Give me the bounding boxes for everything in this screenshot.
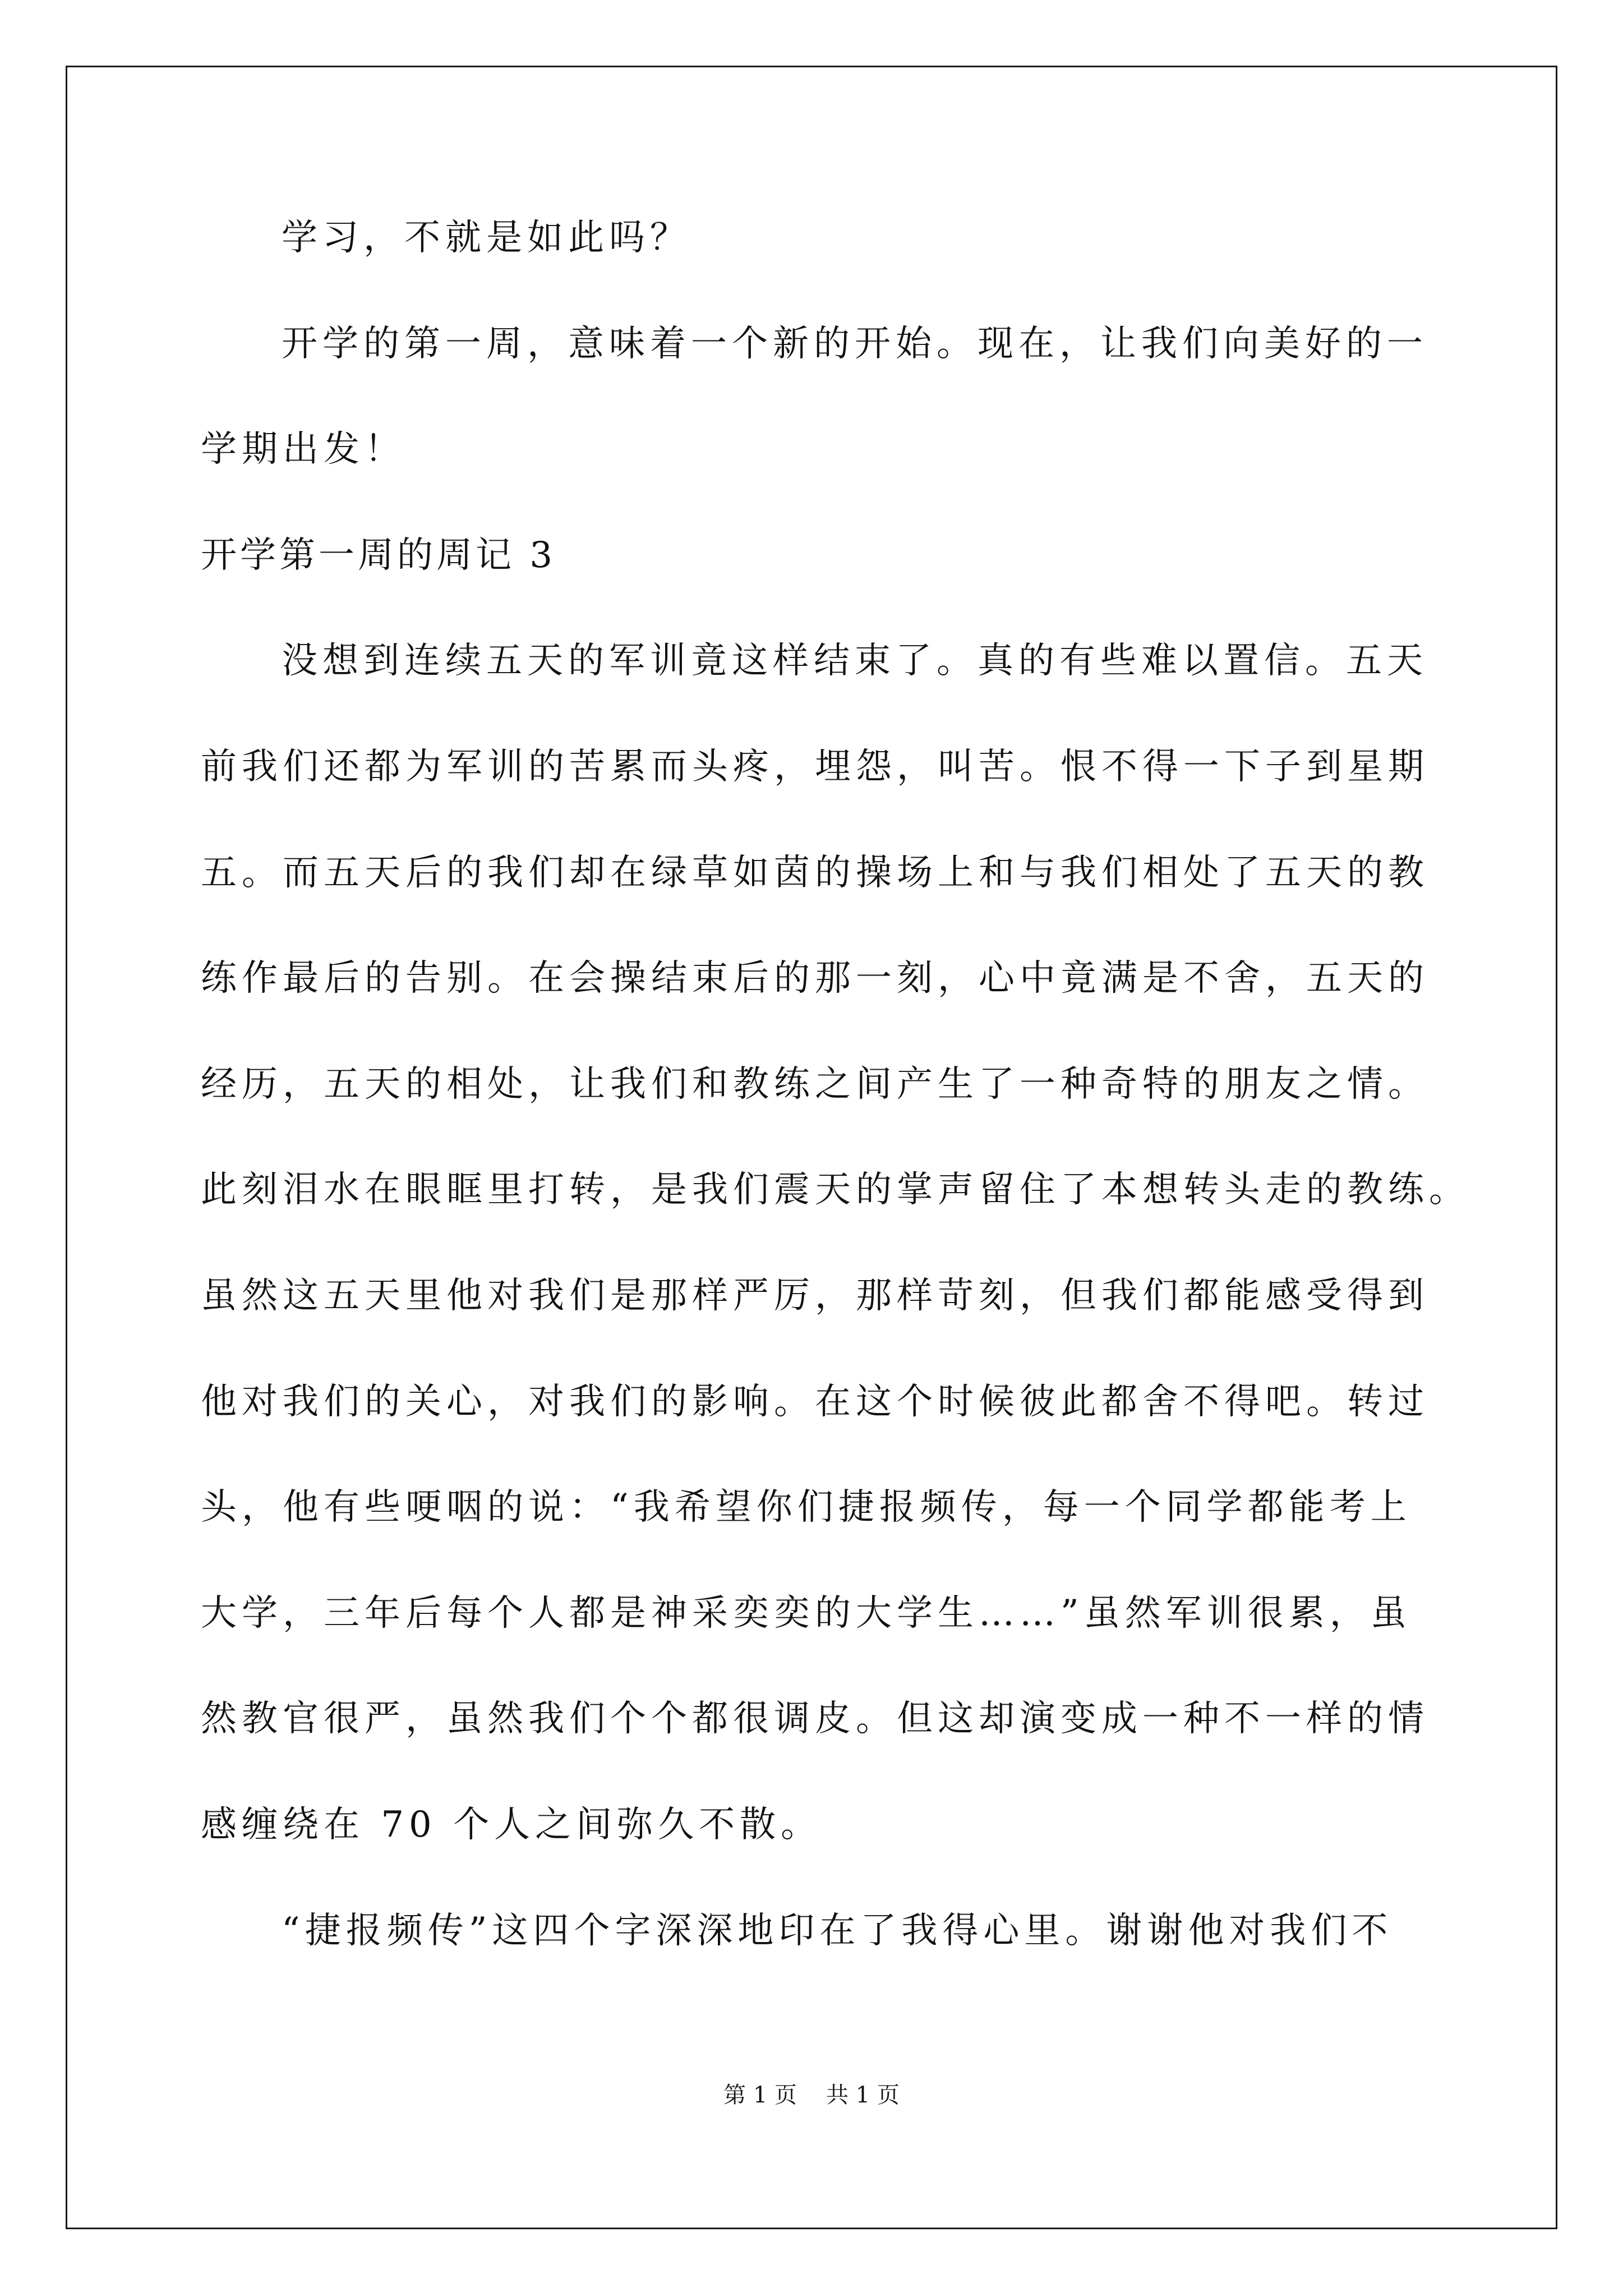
document-body	[201, 217, 1470, 2018]
text-line: 此刻泪水在眼眶里打转，是我们震天的掌声留住了本想转头走的教练。	[201, 1169, 1470, 1211]
text-line: 开学的第一周，意味着一个新的开始。现在，让我们向美好的一	[282, 323, 1428, 365]
text-line: “捷报频传”这四个字深深地印在了我得心里。谢谢他对我们不	[282, 1910, 1393, 1952]
text-line: 头，他有些哽咽的说：“我希望你们捷报频传，每一个同学都能考上	[201, 1487, 1412, 1529]
page-number-total: 共 1 页	[826, 2082, 900, 2108]
page-footer	[0, 2084, 1623, 2106]
text-line: 五。而五天后的我们却在绿草如茵的操场上和与我们相处了五天的教	[201, 852, 1429, 894]
text-line: 然教官很严，虽然我们个个都很调皮。但这却演变成一种不一样的情	[201, 1698, 1429, 1740]
text-line: 学期出发！	[201, 429, 405, 471]
text-line: 他对我们的关心，对我们的影响。在这个时候彼此都舍不得吧。转过	[201, 1381, 1429, 1423]
text-line: 感缠绕在 70 个人之间弥久不散。	[201, 1803, 822, 1846]
text-line: 经历，五天的相处，让我们和教练之间产生了一种奇特的朋友之情。	[201, 1063, 1429, 1105]
text-line: 没想到连续五天的军训竟这样结束了。真的有些难以置信。五天	[282, 640, 1428, 682]
text-line: 前我们还都为军训的苦累而头疼，埋怨，叫苦。恨不得一下子到星期	[201, 746, 1429, 788]
text-line: 练作最后的告别。在会操结束后的那一刻，心中竟满是不舍，五天的	[201, 958, 1429, 1000]
text-line: 大学，三年后每个人都是神采奕奕的大学生……”虽然军训很累，虽	[201, 1592, 1412, 1634]
text-line: 虽然这五天里他对我们是那样严厉，那样苛刻，但我们都能感受得到	[201, 1274, 1429, 1317]
section-heading: 开学第一周的周记 3	[201, 534, 556, 576]
page-number-current: 第 1 页	[723, 2082, 797, 2108]
text-line: 学习，不就是如此吗？	[282, 217, 691, 259]
